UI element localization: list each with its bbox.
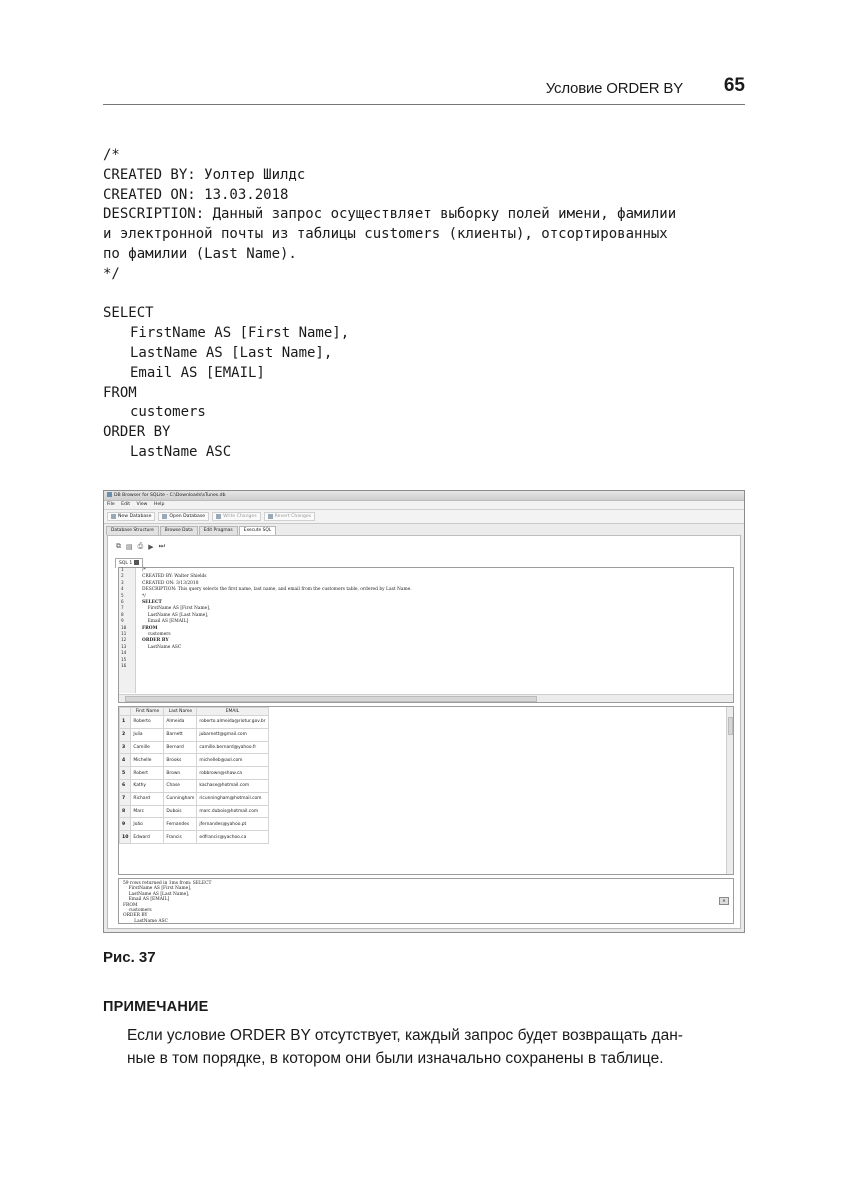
message-line: FROM [123, 902, 138, 908]
results-table [119, 707, 269, 844]
open-database-icon [162, 514, 167, 519]
table-row[interactable] [120, 779, 269, 792]
table-cell[interactable]: robbrown@shaw.ca [197, 767, 268, 780]
tab-execute-sql[interactable]: Execute SQL [239, 526, 277, 535]
main-tabs [104, 524, 744, 535]
editor-line: FROM [142, 625, 158, 631]
sql-code-listing [103, 146, 676, 463]
editor-line: CREATED ON: 3/13/2018 [142, 580, 199, 586]
sql-editor[interactable] [118, 567, 734, 703]
editor-horizontal-scrollbar[interactable] [119, 694, 733, 702]
figure-caption: Рис. 37 [103, 949, 156, 966]
code-line: по фамилии (Last Name). [103, 245, 297, 262]
table-cell[interactable]: Marc [131, 805, 164, 818]
row-number-header [120, 708, 131, 716]
editor-line: FirstName AS [First Name], [142, 606, 211, 612]
editor-line: LastName ASC [142, 644, 182, 650]
table-cell[interactable]: Julia [131, 728, 164, 741]
message-pane [118, 878, 734, 924]
table-cell[interactable]: jfernandes@yahoo.pt [197, 818, 268, 831]
results-body [120, 716, 269, 844]
row-number: 3 [120, 741, 131, 754]
line-number: 16 [121, 664, 127, 670]
row-number: 1 [120, 716, 131, 729]
new-database-icon [111, 514, 116, 519]
table-row[interactable] [120, 716, 269, 729]
table-cell[interactable]: Barnett [164, 728, 197, 741]
message-line: FirstName AS [First Name], [123, 886, 192, 892]
table-cell[interactable]: kachase@hotmail.com [197, 779, 268, 792]
tab-edit-pragmas[interactable]: Edit Pragmas [199, 526, 238, 535]
editor-line: Email AS [EMAIL] [142, 619, 189, 625]
code-line: */ [103, 265, 120, 282]
section-title: Условие ORDER BY [545, 80, 683, 97]
window-title-bar [104, 491, 744, 501]
note-title: ПРИМЕЧАНИЕ [103, 999, 209, 1015]
table-cell[interactable]: marc.dubois@hotmail.com [197, 805, 268, 818]
execute-line-icon[interactable]: ⏭ [158, 542, 165, 550]
scrollbar-thumb[interactable] [125, 696, 537, 702]
line-number: 6 [121, 600, 124, 606]
row-number: 7 [120, 792, 131, 805]
table-cell[interactable]: Brown [164, 767, 197, 780]
table-cell[interactable]: Bernard [164, 741, 197, 754]
row-number: 9 [120, 818, 131, 831]
table-cell[interactable]: michelleb@aol.com [197, 754, 268, 767]
save-sql-icon[interactable]: ▤ [126, 542, 133, 551]
column-header[interactable]: First Name [131, 708, 164, 716]
menu-help[interactable]: Help [153, 502, 165, 507]
message-text [123, 881, 211, 924]
row-number: 6 [120, 779, 131, 792]
table-cell[interactable]: roberto.almeida@riotur.gov.br [197, 716, 268, 729]
note-line: Если условие ORDER BY отсутствует, каждый запрос будет возвращать дан- [127, 1027, 683, 1044]
table-row[interactable] [120, 767, 269, 780]
table-cell[interactable]: Dubois [164, 805, 197, 818]
scrollbar-thumb[interactable] [728, 717, 733, 735]
line-number: 4 [121, 587, 124, 593]
code-line: CREATED ON: 13.03.2018 [103, 186, 289, 203]
sql-toolbar [116, 542, 165, 551]
write-changes-label: Write Changes [223, 514, 257, 519]
line-number: 3 [121, 580, 124, 586]
running-head [103, 76, 745, 104]
tab-database-structure[interactable]: Database Structure [106, 526, 159, 535]
open-database-button[interactable] [158, 512, 209, 521]
line-number: 11 [121, 632, 127, 638]
line-number: 1 [121, 568, 124, 573]
menu-edit[interactable]: Edit [121, 502, 131, 507]
write-changes-button[interactable] [212, 512, 261, 521]
app-icon [107, 492, 112, 497]
print-icon[interactable]: ⎙ [137, 542, 144, 550]
line-number-gutter [119, 568, 136, 693]
table-row[interactable] [120, 805, 269, 818]
window-title: DB Browser for SQLite - C:\Downloads\sTunes.db [114, 493, 226, 498]
line-number: 15 [121, 657, 127, 663]
line-number: 13 [121, 644, 127, 650]
row-number: 2 [120, 728, 131, 741]
code-line: ORDER BY [103, 424, 171, 441]
editor-line: ORDER BY [142, 638, 169, 644]
table-cell[interactable]: camille.bernard@yahoo.fr [197, 741, 268, 754]
open-database-label: Open Database [169, 514, 206, 519]
code-line: LastName ASC [130, 443, 232, 460]
row-number: 8 [120, 805, 131, 818]
table-cell[interactable]: Brooks [164, 754, 197, 767]
execute-sql-panel [107, 535, 741, 929]
code-line: Email AS [EMAIL] [130, 364, 265, 381]
table-cell[interactable]: João [131, 818, 164, 831]
message-line: Email AS [EMAIL] [123, 897, 170, 903]
revert-changes-icon [268, 514, 273, 519]
editor-line: */ [142, 593, 146, 599]
note-line: ные в том порядке, в котором они были изначально сохранены в таблице. [127, 1050, 664, 1067]
table-row[interactable] [120, 741, 269, 754]
open-tab-icon[interactable]: ⧉ [116, 542, 121, 550]
row-number: 10 [120, 831, 131, 844]
menu-bar [104, 501, 744, 510]
code-line: DESCRIPTION: Данный запрос осуществляет выборку полей имени, фамилии [103, 206, 677, 223]
menu-view[interactable]: View [136, 502, 148, 507]
code-line: FROM [103, 384, 137, 401]
column-header[interactable]: Last Name [164, 708, 197, 716]
table-cell[interactable]: Robert [131, 767, 164, 780]
row-number: 5 [120, 767, 131, 780]
code-line: LastName AS [Last Name], [130, 344, 333, 361]
editor-code [142, 568, 412, 651]
line-number: 8 [121, 612, 124, 618]
code-line: customers [130, 404, 206, 421]
line-number: 5 [121, 593, 124, 599]
table-cell[interactable]: jubarnett@gmail.com [197, 728, 268, 741]
table-header-row [120, 708, 269, 716]
table-row[interactable] [120, 754, 269, 767]
editor-line: customers [142, 632, 171, 638]
main-toolbar [104, 510, 744, 524]
line-number: 7 [121, 606, 124, 612]
table-cell[interactable]: Chase [164, 779, 197, 792]
revert-changes-label: Revert Changes [274, 514, 312, 519]
table-cell[interactable]: Camille [131, 741, 164, 754]
code-line: SELECT [103, 305, 154, 322]
line-number: 2 [121, 574, 124, 580]
page-number: 65 [723, 75, 745, 96]
table-cell[interactable]: Francis [164, 831, 197, 844]
editor-line: CREATED BY: Walter Shields [142, 574, 207, 580]
message-line: LastName AS [Last Name], [123, 891, 190, 897]
line-number: 9 [121, 619, 124, 625]
table-cell[interactable]: Edward [131, 831, 164, 844]
code-line: FirstName AS [First Name], [130, 325, 350, 342]
note-body [127, 1024, 749, 1070]
editor-line: /* [142, 568, 146, 573]
line-number: 10 [121, 625, 127, 631]
close-icon[interactable] [134, 560, 139, 565]
table-row[interactable] [120, 728, 269, 741]
menu-file[interactable]: File [107, 502, 115, 507]
tab-browse-data[interactable]: Browse Data [160, 526, 198, 535]
code-line: /* [103, 147, 120, 163]
editor-line: DESCRIPTION: This query selects the first name, last name, and email from the customers table, ordered by Last Name. [142, 587, 412, 593]
new-database-label: New Database [118, 514, 152, 519]
clear-log-button[interactable]: ✕ [719, 897, 729, 905]
code-line: CREATED BY: Уолтер Шилдс [103, 166, 306, 183]
header-rule [103, 104, 745, 105]
message-line: LastName ASC [123, 918, 168, 924]
editor-line: SELECT [142, 600, 162, 606]
code-line: и электронной почты из таблицы customers (клиенты), отсортированных [103, 226, 668, 243]
column-header[interactable]: EMAIL [197, 708, 268, 716]
table-cell[interactable]: Fernandes [164, 818, 197, 831]
execute-all-icon[interactable]: ▶ [148, 542, 154, 551]
table-cell[interactable]: Almeida [164, 716, 197, 729]
line-number: 14 [121, 651, 127, 657]
row-number: 4 [120, 754, 131, 767]
results-vertical-scrollbar[interactable] [726, 707, 733, 874]
table-cell[interactable]: edfrancis@yachoo.ca [197, 831, 268, 844]
sql-tab-label: SQL 1 [119, 561, 133, 566]
message-line: ORDER BY [123, 913, 148, 919]
results-grid [118, 706, 734, 875]
message-line: customers [123, 908, 152, 914]
message-line: 59 rows returned in 1ms from: SELECT [123, 881, 212, 886]
editor-line: LastName AS [Last Name], [142, 612, 209, 618]
table-row[interactable] [120, 792, 269, 805]
db-browser-screenshot [103, 490, 745, 933]
write-changes-icon [216, 514, 221, 519]
revert-changes-button[interactable] [264, 512, 316, 521]
code-line [103, 285, 676, 305]
table-cell[interactable]: Cunningham [164, 792, 197, 805]
table-cell[interactable]: Roberto [131, 716, 164, 729]
table-row[interactable] [120, 831, 269, 844]
line-number: 12 [121, 638, 127, 644]
table-row[interactable] [120, 818, 269, 831]
new-database-button[interactable] [107, 512, 155, 521]
table-cell[interactable]: Richard [131, 792, 164, 805]
table-cell[interactable]: ricunningham@hotmail.com [197, 792, 268, 805]
table-cell[interactable]: Kathy [131, 779, 164, 792]
table-cell[interactable]: Michelle [131, 754, 164, 767]
